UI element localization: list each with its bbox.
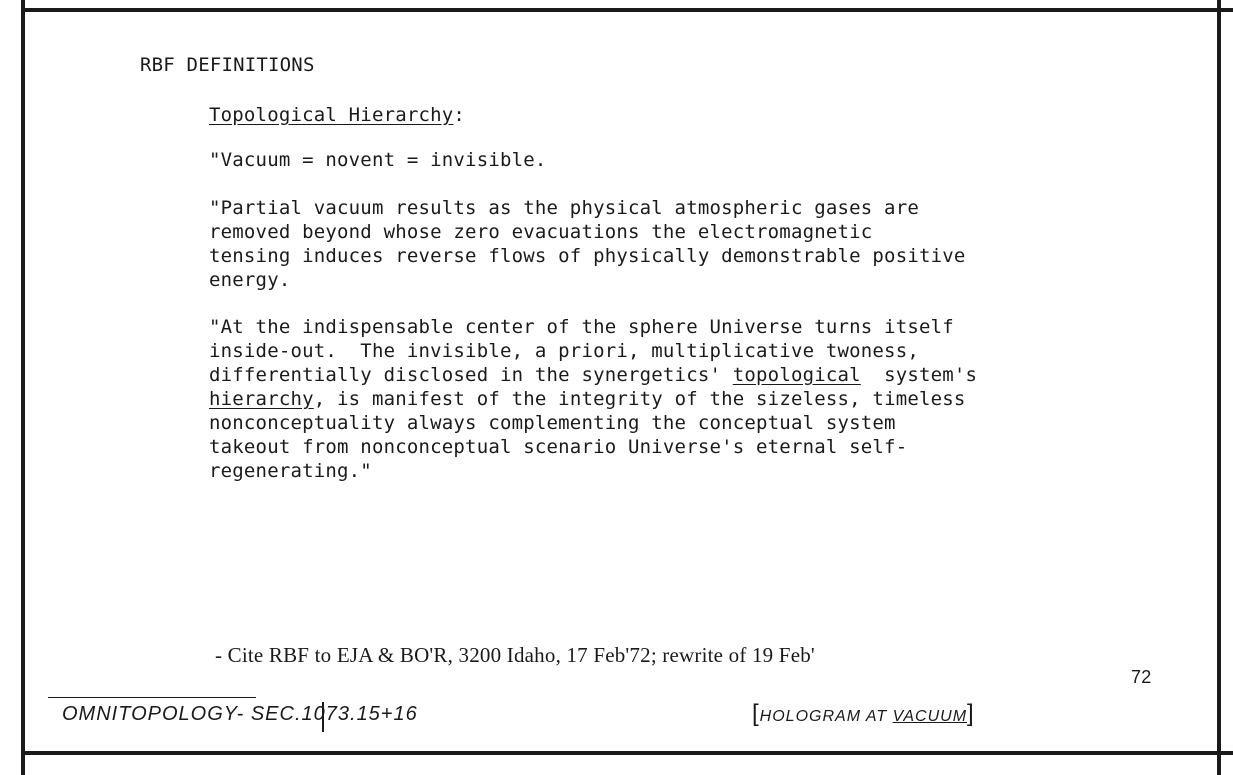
paragraph-3-line: "At the indispensable center of the sphere Universe turns itself <box>209 316 954 338</box>
paragraph-3-text: differentially disclosed in the synergetics' <box>209 364 733 386</box>
handwritten-section-ref: OMNITOPOLOGY- SEC.1073.15+16 <box>62 703 418 725</box>
handwritten-note-text: HOLOGRAM AT <box>759 708 893 725</box>
page-number: 72 <box>1131 667 1152 687</box>
paragraph-3-line <box>209 387 977 411</box>
handwritten-bar <box>322 702 324 732</box>
paragraph-2 <box>209 196 966 292</box>
paragraph-2-line: removed beyond whose zero evacuations the electromagnetic <box>209 221 873 243</box>
document-heading: RBF DEFINITIONS <box>140 54 315 76</box>
subheading <box>209 103 465 127</box>
citation: - Cite RBF to EJA & BO'R, 3200 Idaho, 17 Feb'72; rewrite of 19 Feb' <box>215 643 815 667</box>
subheading-colon: : <box>453 104 466 126</box>
paragraph-3 <box>209 315 977 483</box>
handwritten-overline <box>48 697 256 698</box>
paragraph-2-line: energy. <box>209 269 291 291</box>
underlined-hierarchy: hierarchy <box>209 388 314 410</box>
paragraph-3-line: takeout from nonconceptual scenario Universe's eternal self- <box>209 436 908 458</box>
paragraph-3-line: nonconceptuality always complementing the conceptual system <box>209 412 896 434</box>
paragraph-3-text: , is manifest of the integrity of the sizeless, timeless <box>313 388 966 410</box>
handwritten-note-underlined: VACUUM <box>892 708 968 725</box>
bottom-rule <box>21 751 1233 755</box>
subheading-text: Topological Hierarchy <box>209 104 454 126</box>
bracket-close: ] <box>967 700 975 727</box>
paragraph-2-line: tensing induces reverse flows of physically demonstrable positive <box>209 245 966 267</box>
paragraph-3-text: system's <box>860 364 978 386</box>
handwritten-note <box>752 700 975 728</box>
paragraph-3-line <box>209 363 977 387</box>
paragraph-1: "Vacuum = novent = invisible. <box>209 149 547 171</box>
paragraph-3-line: inside-out. The invisible, a priori, multiplicative twoness, <box>209 340 919 362</box>
bracket-open: [ <box>752 700 760 727</box>
paragraph-3-line: regenerating." <box>209 460 372 482</box>
paragraph-2-line: "Partial vacuum results as the physical atmospheric gases are <box>209 197 919 219</box>
underlined-topological: topological <box>732 364 861 386</box>
